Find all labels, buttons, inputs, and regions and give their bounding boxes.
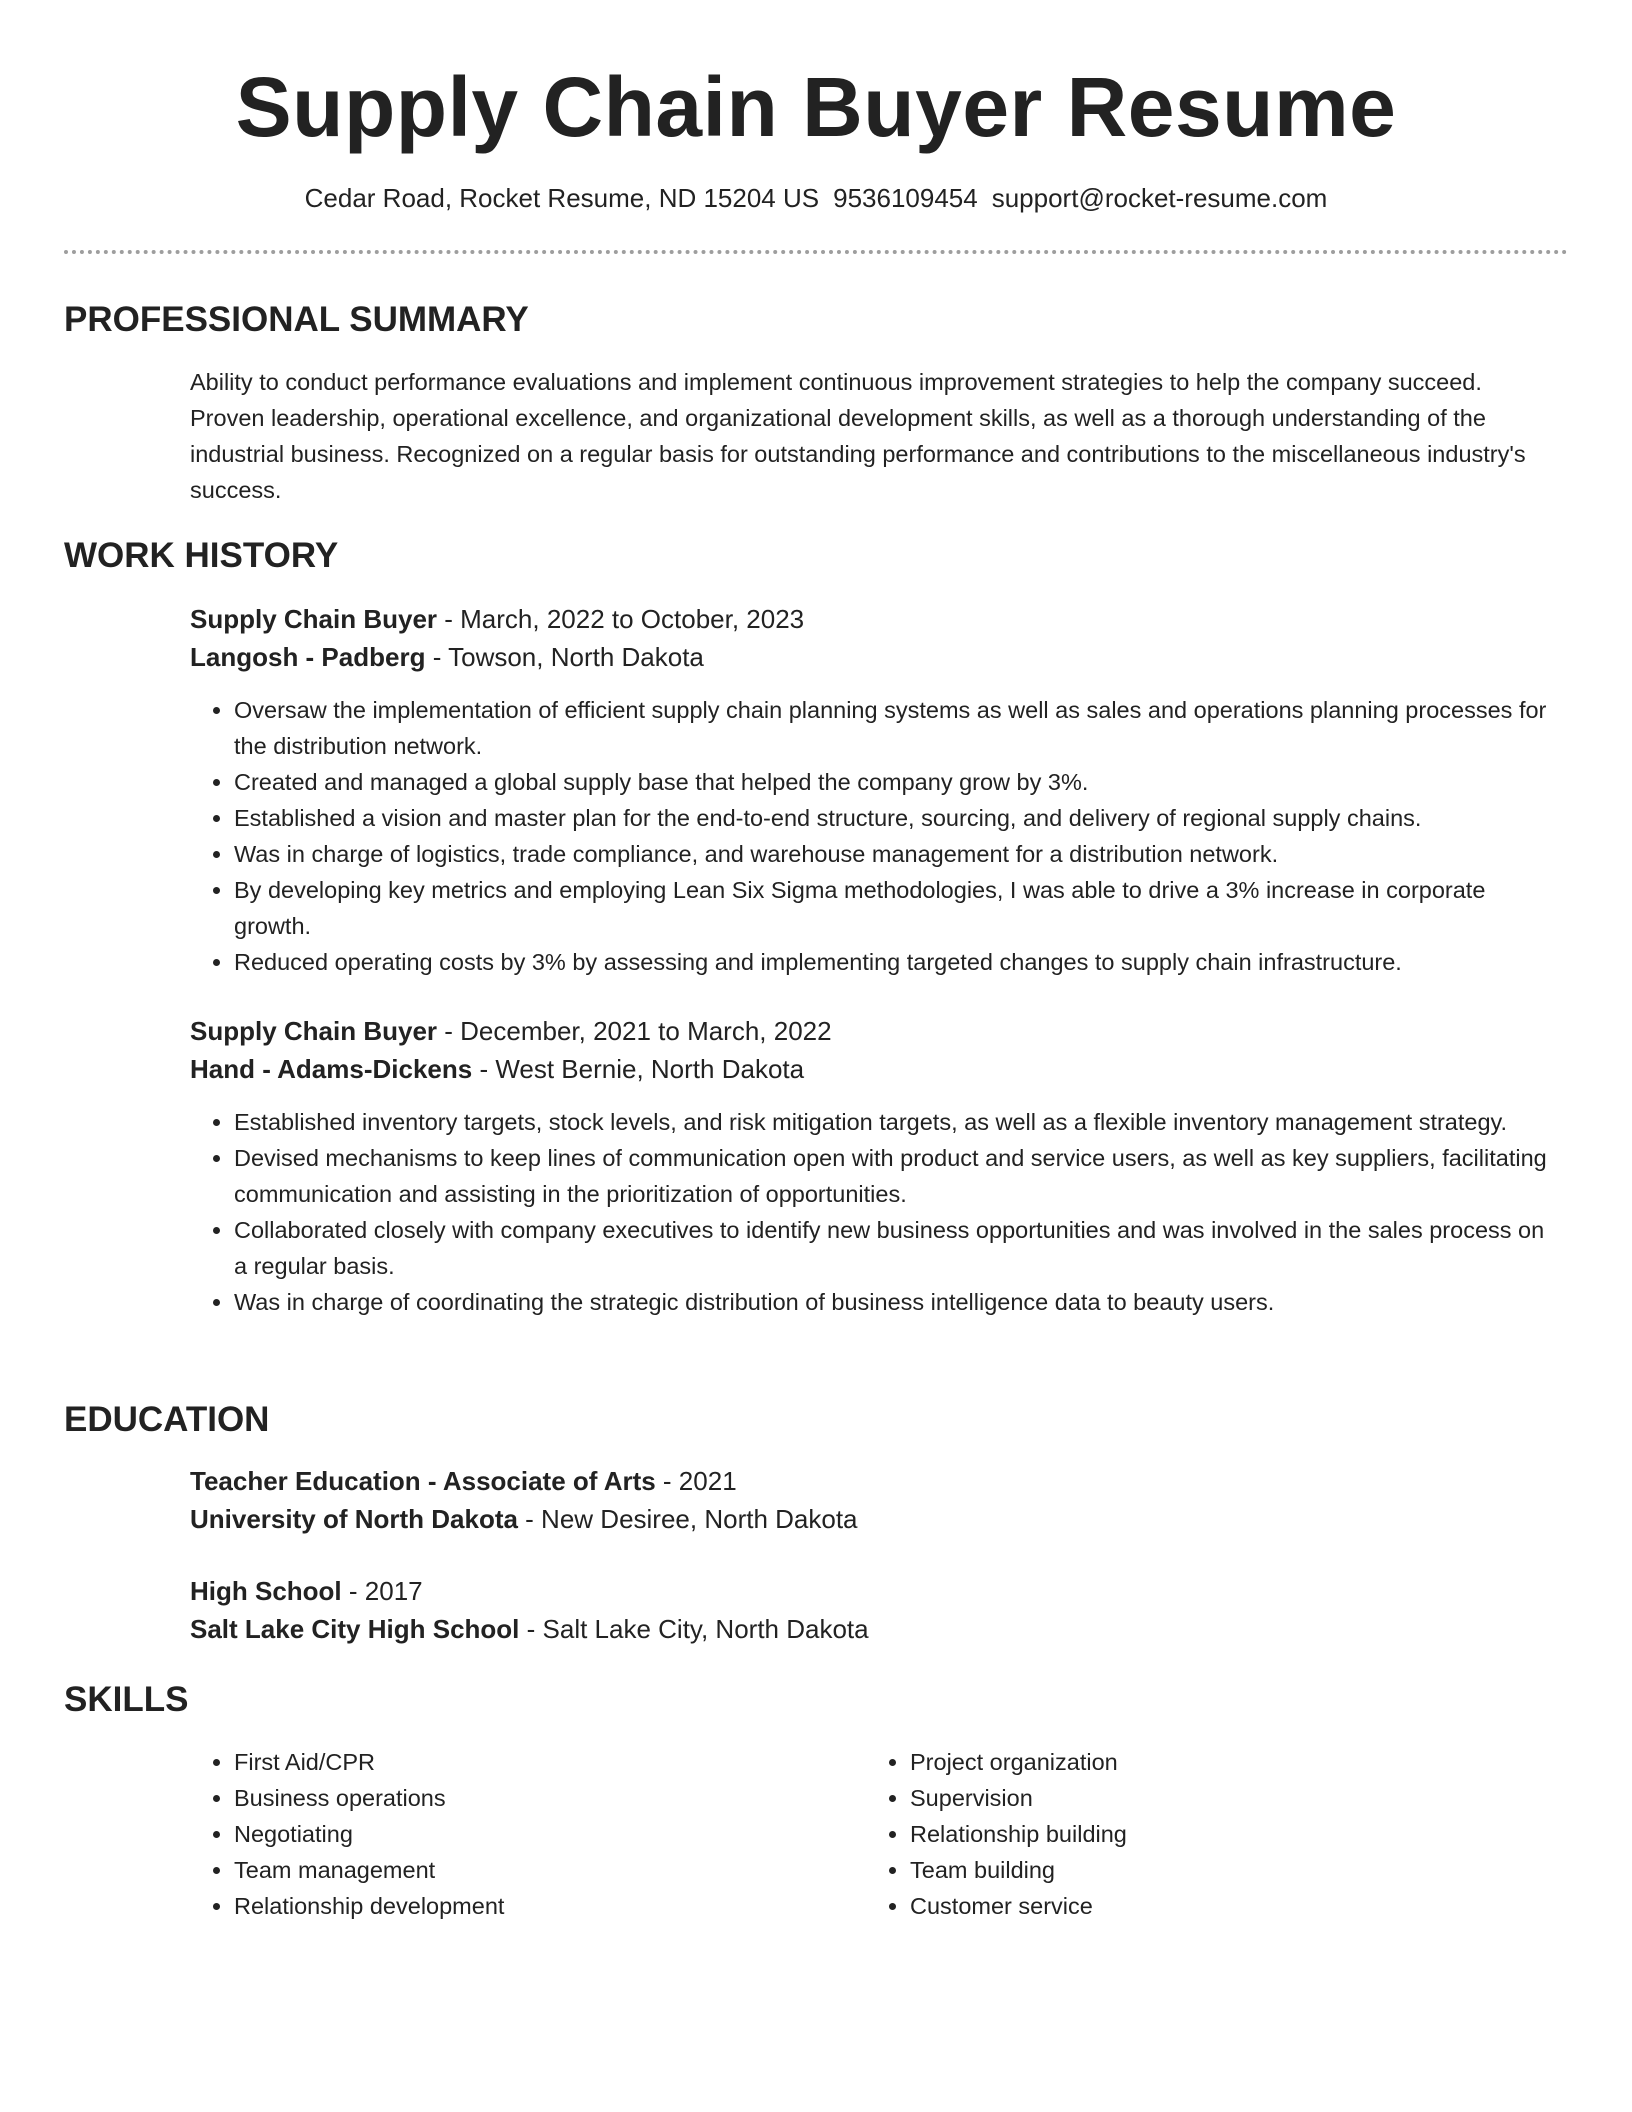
header-divider <box>64 250 1568 254</box>
job-bullet: • Was in charge of coordinating the strategic distribution of business intelligence data to beauty users. <box>234 1284 1550 1320</box>
skills-column-left <box>190 1744 850 1924</box>
job-location: - Towson, North Dakota <box>425 642 704 672</box>
job-location: - West Bernie, North Dakota <box>472 1054 805 1084</box>
skill-item: • Customer service <box>910 1888 1526 1924</box>
job-bullet: • Collaborated closely with company executives to identify new business opportunities and was involved in the sales process on a regular basis. <box>234 1212 1550 1284</box>
education-school: University of North Dakota <box>190 1504 518 1534</box>
contact-email: support@rocket-resume.com <box>991 183 1328 213</box>
skill-item: • Team management <box>234 1852 850 1888</box>
job-entry <box>190 1012 1550 1320</box>
work-history-heading: WORK HISTORY <box>64 536 339 575</box>
education-degree-line <box>190 1572 1550 1610</box>
summary-heading: PROFESSIONAL SUMMARY <box>64 300 529 339</box>
skill-item: • Business operations <box>234 1780 850 1816</box>
job-title-line <box>190 600 1550 638</box>
skill-item: • First Aid/CPR <box>234 1744 850 1780</box>
resume-title: Supply Chain Buyer Resume <box>235 60 1397 154</box>
education-school-line <box>190 1500 1550 1538</box>
contact-line <box>0 180 1632 216</box>
education-location: - New Desiree, North Dakota <box>517 1504 858 1534</box>
job-title-line <box>190 1012 1550 1050</box>
job-entry <box>190 600 1550 980</box>
education-entry <box>190 1572 1550 1648</box>
job-bullet: • Established a vision and master plan for the end-to-end structure, sourcing, and delivery of regional supply chains. <box>234 800 1550 836</box>
contact-phone: 9536109454 <box>833 183 978 213</box>
job-bullet: • Oversaw the implementation of efficient supply chain planning systems as well as sales and operations planning processes for the distribution network. <box>234 692 1550 764</box>
skill-item: • Team building <box>910 1852 1526 1888</box>
skill-item: • Relationship building <box>910 1816 1526 1852</box>
job-dates: - March, 2022 to October, 2023 <box>437 604 805 634</box>
job-company: Langosh - Padberg <box>190 642 426 672</box>
skills-list <box>190 1744 850 1924</box>
skill-item: • Supervision <box>910 1780 1526 1816</box>
skill-item: • Relationship development <box>234 1888 850 1924</box>
job-bullet: • Devised mechanisms to keep lines of communication open with product and service users, as well as key suppliers, facilitating communication and assisting in the prioritization of opportunities. <box>234 1140 1550 1212</box>
skills-list <box>866 1744 1526 1924</box>
job-title: Supply Chain Buyer <box>190 1016 438 1046</box>
job-company-line <box>190 1050 1550 1088</box>
education-school: Salt Lake City High School <box>190 1614 520 1644</box>
skills-column-right <box>866 1744 1526 1924</box>
summary-text: Ability to conduct performance evaluations and implement continuous improvement strategies to help the company succeed. Proven leadership, operational excellence, and organizational development skills, as well as a thorough understanding of the industrial business. Recognized on a regular basis for outstanding performance and contributions to the miscellaneous industry's success. <box>190 369 1526 503</box>
education-degree: High School <box>190 1576 342 1606</box>
job-dates: - December, 2021 to March, 2022 <box>437 1016 832 1046</box>
education-school-line <box>190 1610 1550 1648</box>
job-bullet: • By developing key metrics and employing Lean Six Sigma methodologies, I was able to drive a 3% increase in corporate growth. <box>234 872 1550 944</box>
job-bullet: • Reduced operating costs by 3% by assessing and implementing targeted changes to supply chain infrastructure. <box>234 944 1550 980</box>
education-degree: Teacher Education - Associate of Arts <box>190 1466 656 1496</box>
education-heading: EDUCATION <box>64 1400 270 1439</box>
job-title: Supply Chain Buyer <box>190 604 438 634</box>
education-year: - 2017 <box>341 1576 423 1606</box>
job-bullet: • Created and managed a global supply base that helped the company grow by 3%. <box>234 764 1550 800</box>
skill-item: • Project organization <box>910 1744 1526 1780</box>
job-bullet: • Established inventory targets, stock levels, and risk mitigation targets, as well as a flexible inventory management strategy. <box>234 1104 1550 1140</box>
education-degree-line <box>190 1462 1550 1500</box>
job-bullets <box>190 692 1550 980</box>
skill-item: • Negotiating <box>234 1816 850 1852</box>
job-company-line <box>190 638 1550 676</box>
job-company: Hand - Adams-Dickens <box>190 1054 473 1084</box>
education-year: - 2021 <box>655 1466 737 1496</box>
contact-address: Cedar Road, Rocket Resume, ND 15204 US <box>304 183 820 213</box>
skills-heading: SKILLS <box>64 1680 189 1719</box>
education-entry <box>190 1462 1550 1538</box>
education-location: - Salt Lake City, North Dakota <box>519 1614 869 1644</box>
job-bullets <box>190 1104 1550 1320</box>
job-bullet: • Was in charge of logistics, trade compliance, and warehouse management for a distribution network. <box>234 836 1550 872</box>
